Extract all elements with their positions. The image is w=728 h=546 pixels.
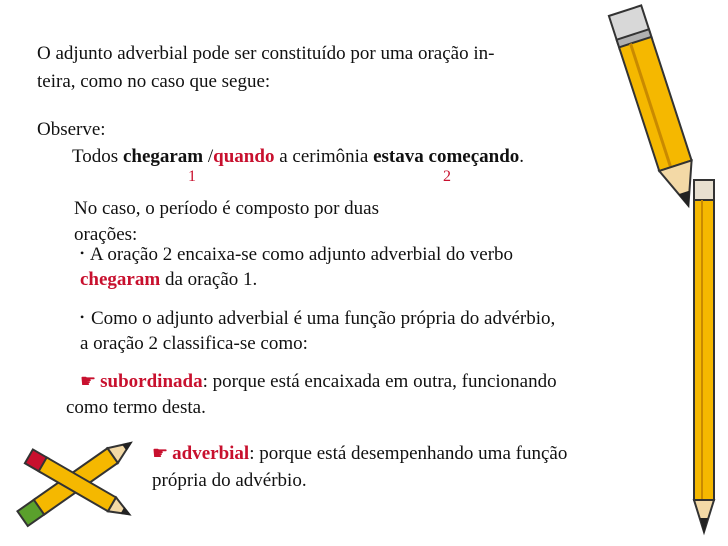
note-line-2: orações: — [74, 224, 138, 245]
adverbial-text: : porque está desempenhando uma função — [249, 443, 568, 464]
adverbial-term: adverbial — [172, 443, 250, 464]
point-1-rest: da oração 1. — [160, 269, 258, 290]
point-2-text: Como o adjunto adverbial é uma função própria do advérbio, — [86, 308, 556, 329]
note-line-1: No caso, o período é composto por duas — [74, 198, 379, 219]
example-word-estava-comecando: estava começando — [373, 146, 520, 167]
subordinada-line-2: como termo desta. — [66, 397, 206, 418]
example-sentence — [72, 145, 524, 169]
clause-number-1: 1 — [188, 168, 196, 185]
bullet-icon: • — [80, 310, 85, 324]
adverbial-line-1 — [152, 441, 567, 466]
pointing-hand-icon: ☛ — [152, 443, 169, 463]
observe-heading: Observe: — [37, 119, 106, 140]
point-1-text: A oração 2 encaixa-se como adjunto adverbial do verbo — [86, 244, 514, 265]
subordinada-text: : porque está encaixada em outra, funcionando — [202, 371, 557, 392]
example-word-todos: Todos — [72, 146, 123, 167]
example-word-quando: quando — [213, 146, 275, 167]
example-period: . — [519, 146, 525, 167]
example-word-cerimonia: a cerimônia — [274, 146, 374, 167]
pencil-right-side-icon — [680, 180, 728, 540]
point-1-line-2 — [80, 268, 257, 292]
example-word-chegaram: chegaram — [122, 146, 204, 167]
intro-line-1: O adjunto adverbial pode ser constituído por uma oração in- — [37, 43, 495, 64]
pencil-bottom-left-icon — [2, 420, 152, 546]
point-1-line-1 — [80, 241, 513, 267]
example-separator: / — [203, 146, 214, 167]
bullet-icon: • — [80, 246, 85, 260]
adverbial-line-2: própria do advérbio. — [152, 470, 307, 491]
clause-number-2: 2 — [443, 168, 451, 185]
point-2-line-1 — [80, 305, 555, 331]
point-2-line-2: a oração 2 classifica-se como: — [80, 333, 308, 354]
intro-line-2: teira, como no caso que segue: — [37, 71, 271, 92]
subordinada-line-1 — [80, 369, 557, 394]
point-1-verb: chegaram — [80, 269, 161, 290]
subordinada-term: subordinada — [100, 371, 203, 392]
pointing-hand-icon: ☛ — [80, 371, 97, 391]
